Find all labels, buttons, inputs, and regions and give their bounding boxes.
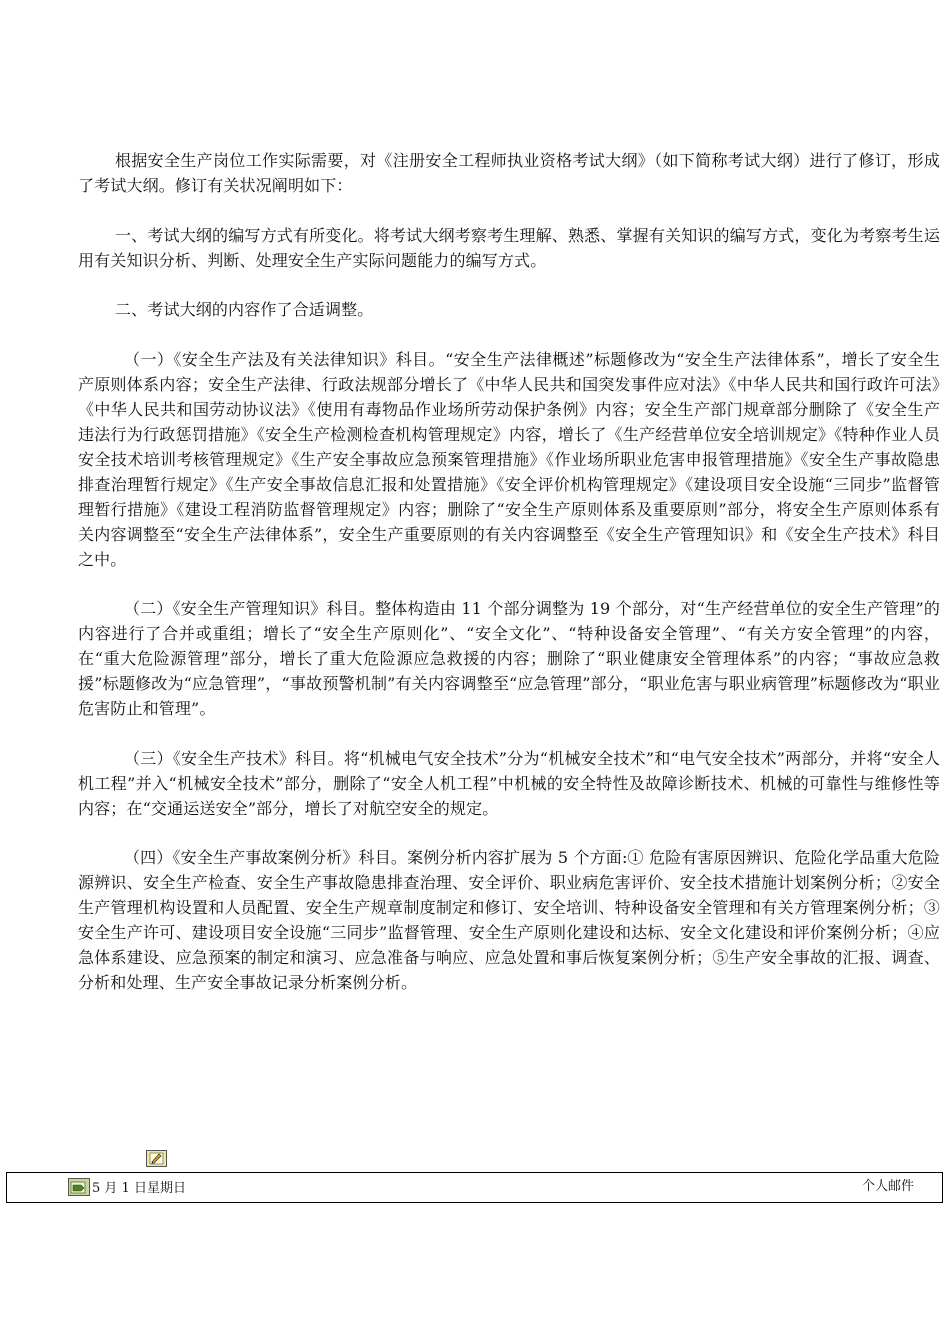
section-two-paragraph: 二、考试大纲的内容作了合适调整。 xyxy=(115,300,374,319)
edit-note-icon[interactable] xyxy=(146,1150,167,1167)
subsection-two-paragraph: （二）《安全生产管理知识》科目。整体构造由 11 个部分调整为 19 个部分，对“生产经营单位的安全生产管理”的内容进行了合并或重组；增长了“安全生产原则化”、“安全文化”、“特种设备安全管理”、“有关方安全管理”的内容，在“重大危险源管理”部分，增长了重大危险源应急救援的内容；删除了“职业健康安全管理体系”的内容；“事故应急救援”标题修改为“应急管理”，“事故预警机制”有关内容调整至“应急管理”部分，“职业危害与职业病管理”标题修改为“职业危害防止和管理”。 xyxy=(78,599,940,718)
footer-bar xyxy=(6,1172,943,1203)
subsection-three-paragraph: （三）《安全生产技术》科目。将“机械电气安全技术”分为“机械安全技术”和“电气安全技术”两部分，并将“安全人机工程”并入“机械安全技术”部分，删除了“安全人机工程”中机械的安全特性及故障诊断技术、机械的可靠性与维修性等内容；在“交通运送安全”部分，增长了对航空安全的规定。 xyxy=(78,748,940,818)
subsection-one-paragraph: （一）《安全生产法及有关法律知识》科目。“安全生产法律概述”标题修改为“安全生产法律体系”，增长了安全生产原则体系内容；安全生产法律、行政法规部分增长了《中华人民共和国突发事件应对法》《中华人民共和国行政许可法》《中华人民共和国劳动协议法》《使用有毒物品作业场所劳动保护条例》内容；安全生产部门规章部分删除了《安全生产违法行为行政惩罚措施》《安全生产检测检查机构管理规定》内容，增长了《生产经营单位安全培训规定》《特种作业人员安全技术培训考核管理规定》《生产安全事故应急预案管理措施》《作业场所职业危害申报管理措施》《安全生产事故隐患排查治理暂行规定》《生产安全事故信息汇报和处置措施》《安全评价机构管理规定》《建设项目安全设施“三同步”监督管理暂行措施》《建设工程消防监督管理规定》内容；删除了“安全生产原则体系及重要原则”部分，将安全生产原则体系有关内容调整至“安全生产法律体系”，安全生产重要原则的有关内容调整至《安全生产管理知识》和《安全生产技术》科目之中。 xyxy=(78,349,940,569)
calendar-icon[interactable] xyxy=(68,1178,90,1196)
intro-paragraph: 根据安全生产岗位工作实际需要，对《注册安全工程师执业资格考试大纲》（如下简称考试大纲）进行了修订，形成了考试大纲。修订有关状况阐明如下： xyxy=(78,151,940,195)
subsection-four-paragraph: （四）《安全生产事故案例分析》科目。案例分析内容扩展为 5 个方面:① 危险有害原因辨识、危险化学品重大危险源辨识、安全生产检查、安全生产事故隐患排查治理、安全评价、职业病危害评价、安全技术措施计划案例分析；②安全生产管理机构设置和人员配置、安全生产规章制度制定和修订、安全培训、特种设备安全管理和有关方管理案例分析；③安全生产许可、建设项目安全设施“三同步”监督管理、安全生产原则化建设和达标、安全文化建设和评价案例分析；④应急体系建设、应急预案的制定和演习、应急准备与响应、应急处置和事后恢复案例分析；⑤生产安全事故的汇报、调查、分析和处理、生产安全事故记录分析案例分析。 xyxy=(78,848,940,992)
section-one-paragraph: 一、考试大纲的编写方式有所变化。将考试大纲考察考生理解、熟悉、掌握有关知识的编写方式，变化为考察考生运用有关知识分析、判断、处理安全生产实际问题能力的编写方式。 xyxy=(78,225,940,270)
footer-mail-label: 个人邮件 xyxy=(861,1179,914,1194)
document-body xyxy=(78,148,940,1020)
footer-date: 5 月 1 日星期日 xyxy=(92,1181,186,1196)
